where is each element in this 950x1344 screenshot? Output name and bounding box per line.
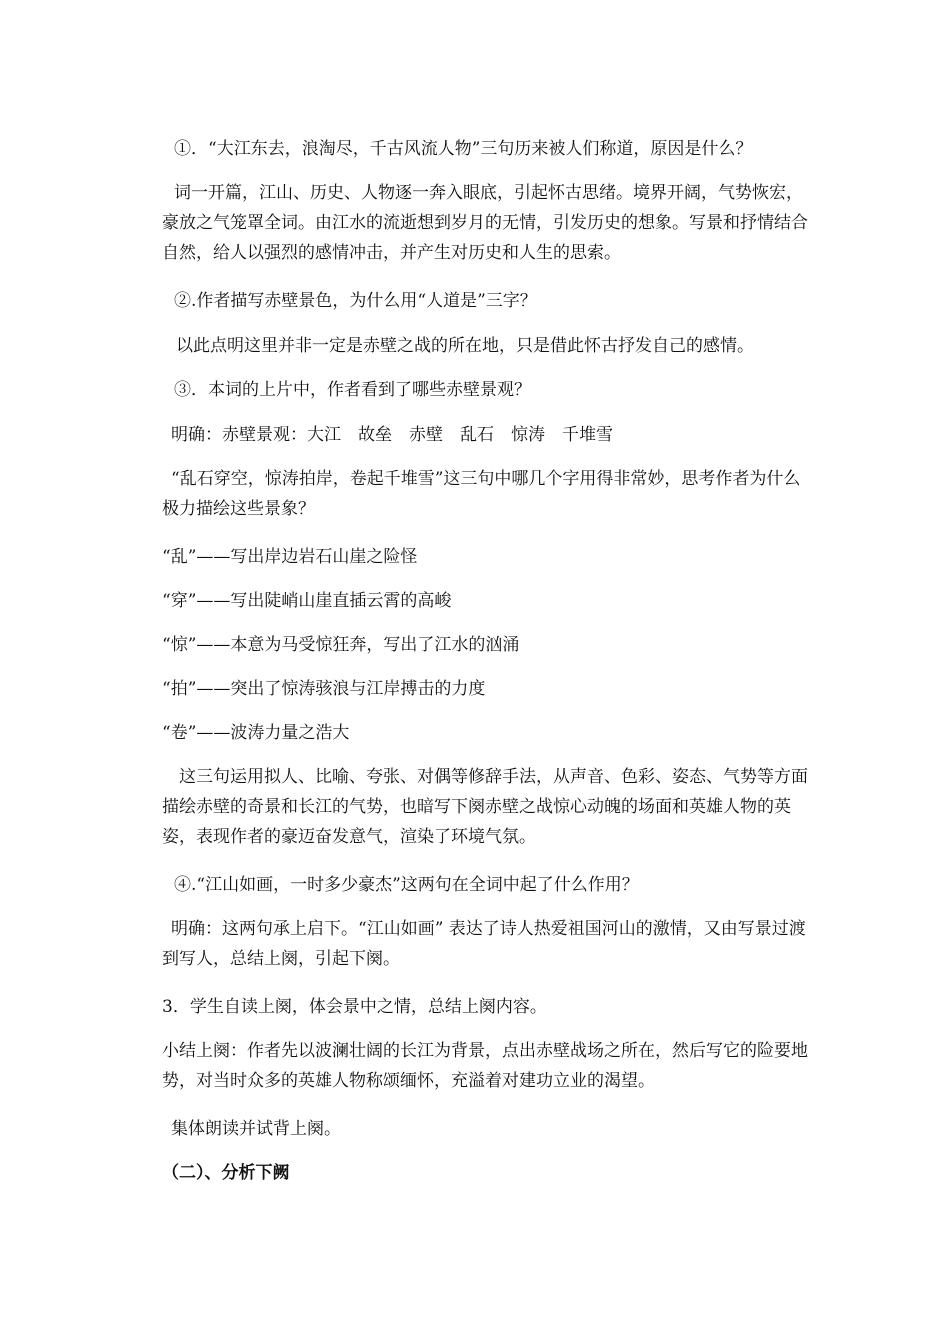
word-jing: “惊”——本意为马受惊狂奔，写出了江水的汹涌 [162, 635, 520, 655]
word-pai: “拍”——突出了惊涛骇浪与江岸搏击的力度 [162, 679, 486, 699]
answer-1: 词一开篇，江山、历史、人物逐一奔入眼底，引起怀古思绪。境界开阔，气势恢宏，豪放之气笼罩全词。由江水的流逝想到岁月的无情，引发历史的想象。写景和抒情结合自然，给人以强烈的感情冲击，并产生对历史和人生的思索。 [162, 183, 808, 263]
answer-2: 以此点明这里并非一定是赤壁之战的所在地，只是借此怀古抒发自己的感情。 [176, 336, 754, 356]
word-luan: “乱”——写出岸边岩石山崖之险怪 [162, 547, 418, 567]
question-4: ④.“江山如画，一时多少豪杰”这两句在全词中起了什么作用？ [174, 875, 639, 895]
rhetoric-analysis: 这三句运用拟人、比喻、夸张、对偶等修辞手法，从声音、色彩、姿态、气势等方面描绘赤壁的奇景和长江的气势，也暗写下阕赤壁之战惊心动魄的场面和英雄人物的英姿，表现作者的豪迈奋发意气，渲染了环境气氛。 [162, 767, 808, 847]
question-1: ①．“大江东去，浪淘尽，千古风流人物”三句历来被人们称道，原因是什么？ [174, 139, 753, 159]
step-3: 3．学生自读上阕，体会景中之情，总结上阕内容。 [162, 997, 547, 1017]
question-3-followup: “乱石穿空，惊涛拍岸，卷起千堆雪”这三句中哪几个字用得非常妙，思考作者为什么极力描绘这些景象？ [162, 469, 801, 519]
answer-3-landscapes: 明确：赤壁景观：大江 故垒 赤壁 乱石 惊涛 千堆雪 [171, 425, 613, 445]
group-reading: 集体朗读并试背上阕。 [171, 1119, 341, 1139]
section-heading-lower-stanza: （二）、分析下阙 [162, 1163, 290, 1183]
word-chuan: “穿”——写出陡峭山崖直插云霄的高峻 [162, 591, 452, 611]
question-3: ③．本词的上片中，作者看到了哪些赤壁景观？ [174, 380, 531, 400]
word-juan: “卷”——波涛力量之浩大 [162, 723, 350, 743]
summary-upper-stanza: 小结上阕：作者先以波澜壮阔的长江为背景，点出赤壁战场之所在，然后写它的险要地势，对当时众多的英雄人物称颂缅怀，充溢着对建功立业的渴望。 [162, 1041, 808, 1091]
question-2: ②.作者描写赤壁景色，为什么用“人道是”三字？ [174, 291, 537, 311]
answer-4: 明确：这两句承上启下。“江山如画” 表达了诗人热爱祖国河山的激情，又由写景过渡到写人，总结上阕，引起下阕。 [162, 919, 806, 969]
